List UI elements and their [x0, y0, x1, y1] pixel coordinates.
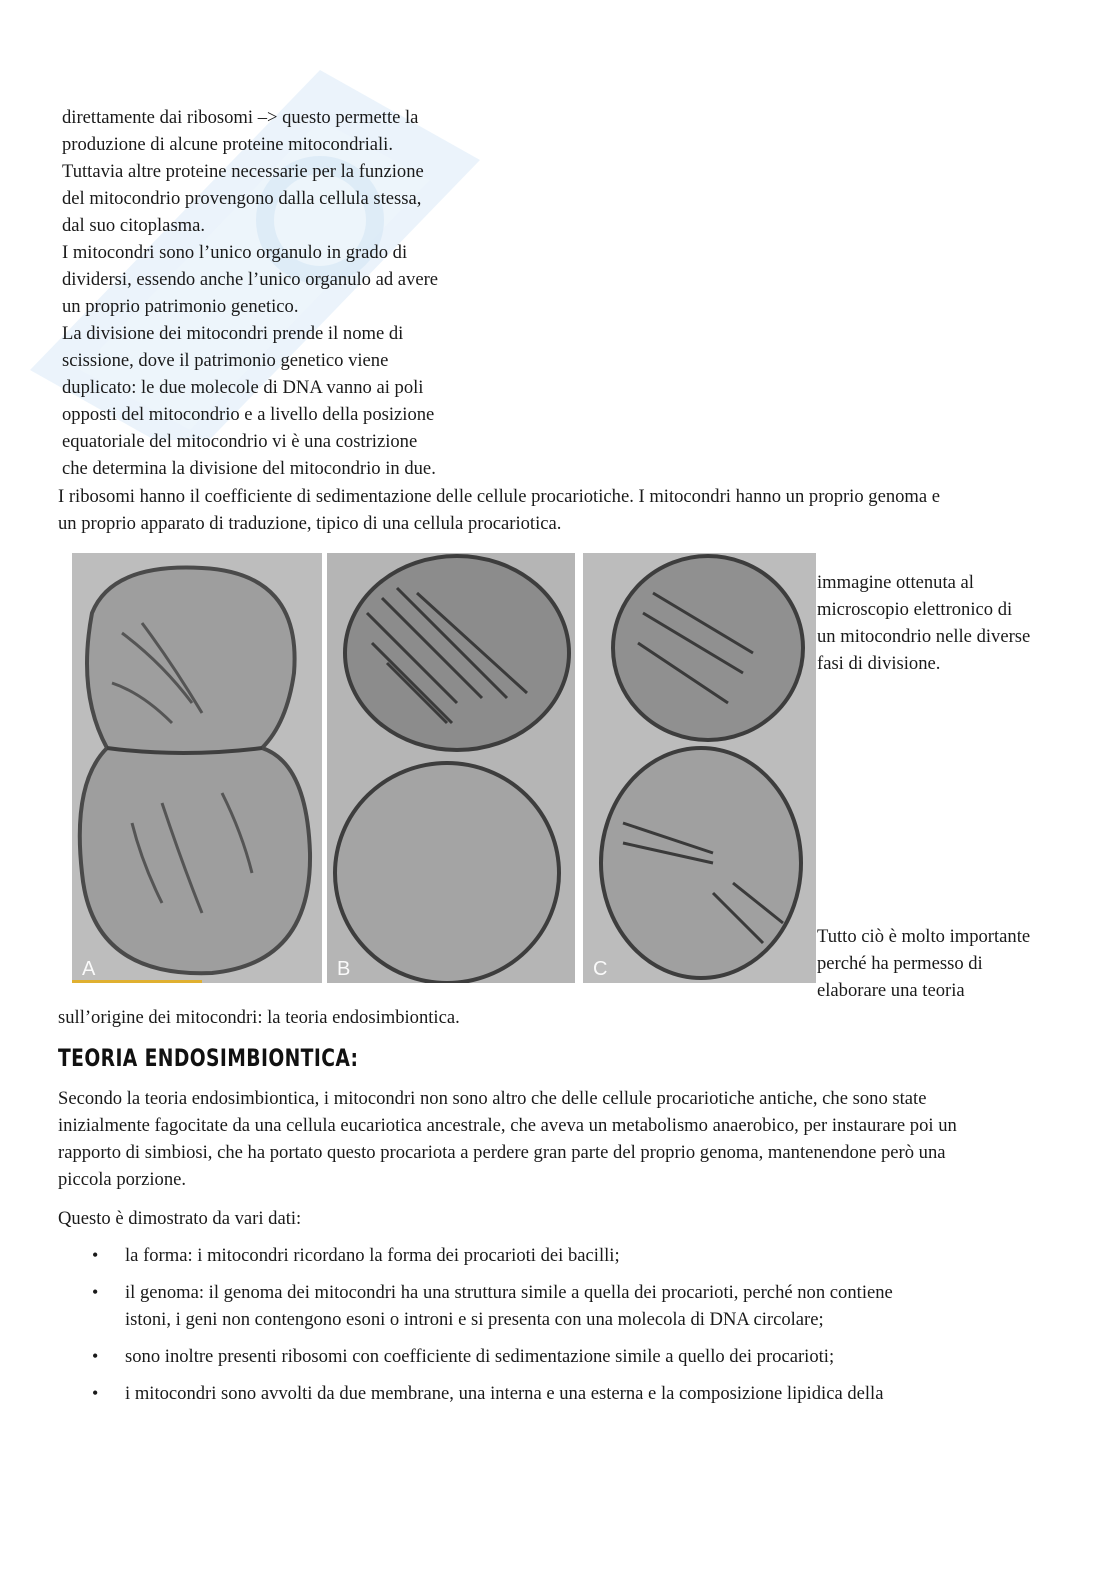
- top-paragraph-line: un proprio patrimonio genetico.: [62, 296, 299, 317]
- figure-caption-line: microscopio elettronico di: [817, 599, 1013, 620]
- figure-side-text-line: perché ha permesso di: [817, 953, 983, 974]
- theory-paragraph-line: Secondo la teoria endosimbiontica, i mitocondri non sono altro che delle cellule procariotiche antiche, che sono state: [58, 1088, 927, 1109]
- evidence-intro: Questo è dimostrato da vari dati:: [58, 1208, 302, 1229]
- bullet-item-text: sono inoltre presenti ribosomi con coefficiente di sedimentazione simile a quello dei procarioti;: [125, 1346, 835, 1367]
- top-paragraph-line: che determina la divisione del mitocondrio in due.: [62, 458, 436, 479]
- micrograph-panel-a: [72, 553, 322, 983]
- top-paragraph-line: produzione di alcune proteine mitocondriali.: [62, 134, 393, 155]
- top-paragraph-line: scissione, dove il patrimonio genetico viene: [62, 350, 389, 371]
- panel-label-a: A: [82, 958, 96, 980]
- bullet-item-text: i mitocondri sono avvolti da due membrane, una interna e una esterna e la composizione lipidica della: [125, 1383, 884, 1404]
- top-paragraph-line: opposti del mitocondrio e a livello della posizione: [62, 404, 435, 425]
- top-paragraph-line: dividersi, essendo anche l’unico organulo ad avere: [62, 269, 439, 290]
- theory-paragraph-line: inizialmente fagocitate da una cellula eucariotica ancestrale, che aveva un metabolismo anaerobico, per instaurare poi un: [58, 1115, 957, 1136]
- panel-label-b: B: [337, 958, 351, 980]
- top-paragraph-line: La divisione dei mitocondri prende il nome di: [62, 323, 404, 344]
- wide-paragraph-line: un proprio apparato di traduzione, tipico di una cellula procariotica.: [58, 513, 562, 534]
- bullet-icon: •: [92, 1282, 99, 1302]
- continuation-line: sull’origine dei mitocondri: la teoria endosimbiontica.: [58, 1007, 460, 1028]
- micrograph-panel-c: [583, 553, 816, 983]
- top-paragraph-line: Tuttavia altre proteine necessarie per la funzione: [62, 161, 424, 182]
- bullet-item-text: istoni, i geni non contengono esoni o introni e si presenta con una molecola di DNA circolare;: [125, 1309, 824, 1330]
- top-paragraph-line: duplicato: le due molecole di DNA vanno ai poli: [62, 377, 424, 398]
- panel-label-c: C: [593, 958, 608, 980]
- top-paragraph-line: I mitocondri sono l’unico organulo in grado di: [62, 242, 408, 263]
- bullet-item-text: il genoma: il genoma dei mitocondri ha una struttura simile a quella dei procarioti, perché non contiene: [125, 1282, 893, 1303]
- top-paragraph-line: equatoriale del mitocondrio vi è una costrizione: [62, 431, 418, 452]
- figure-side-text-line: elaborare una teoria: [817, 980, 965, 1001]
- top-paragraph-line: del mitocondrio provengono dalla cellula stessa,: [62, 188, 422, 209]
- theory-paragraph-line: piccola porzione.: [58, 1169, 187, 1190]
- wide-paragraph-line: I ribosomi hanno il coefficiente di sedimentazione delle cellule procariotiche. I mitocondri hanno un proprio genoma e: [58, 486, 941, 507]
- bullet-icon: •: [92, 1346, 99, 1366]
- theory-paragraph-line: rapporto di simbiosi, che ha portato questo procariota a perdere gran parte del proprio genoma, mantenendone però una: [58, 1142, 946, 1163]
- figure-caption-line: fasi di divisione.: [817, 653, 941, 674]
- top-paragraph-line: dal suo citoplasma.: [62, 215, 206, 236]
- top-paragraph-line: direttamente dai ribosomi –> questo permette la: [62, 107, 419, 128]
- bullet-item-text: la forma: i mitocondri ricordano la forma dei procarioti dei bacilli;: [125, 1245, 620, 1266]
- section-title: TEORIA ENDOSIMBIONTICA:: [58, 1044, 359, 1072]
- figure-side-text-line: Tutto ciò è molto importante: [817, 926, 1031, 947]
- figure-caption-line: immagine ottenuta al: [817, 572, 974, 593]
- micrograph-panel-b: [327, 553, 575, 983]
- bullet-icon: •: [92, 1245, 99, 1265]
- bullet-icon: •: [92, 1383, 99, 1403]
- figure-caption-line: un mitocondrio nelle diverse: [817, 626, 1031, 647]
